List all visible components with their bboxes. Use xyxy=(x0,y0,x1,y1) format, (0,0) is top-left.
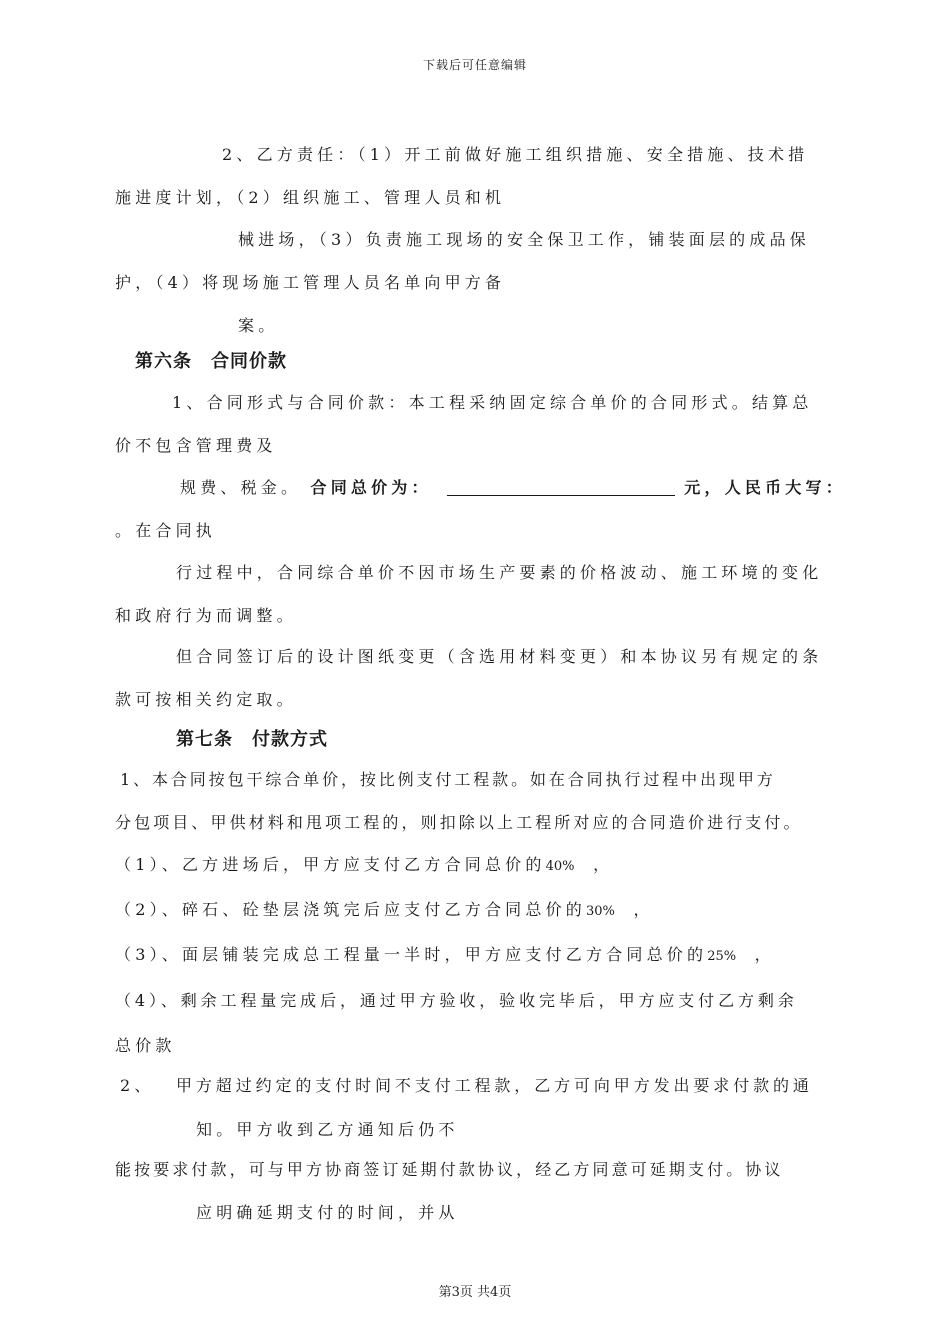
paragraph-line: 2、乙方责任：（1）开工前做好施工组织措施、安全措施、技术措 xyxy=(222,145,809,164)
paragraph-line: 械进场，（3）负责施工现场的安全保卫工作，铺装面层的成品保 xyxy=(238,230,810,249)
payment-percentage: 25% xyxy=(707,949,737,964)
paragraph-line: 但合同签订后的设计图纸变更（含选用材料变更）和本协议另有规定的条 xyxy=(176,647,823,666)
contract-total-line xyxy=(180,475,846,498)
payment-item-text: （3）、面层铺装完成总工程量一半时，甲方应支付乙方合同总价的 xyxy=(115,945,708,964)
section-heading-article-6: 第六条 合同价款 xyxy=(135,351,287,372)
paragraph-line: 1、本合同按包干综合单价，按比例支付工程款。如在合同执行过程中出现甲方 xyxy=(120,770,776,789)
payment-percentage: 30% xyxy=(585,904,615,919)
page-header: 下载后可任意编辑 xyxy=(422,58,527,72)
paragraph-line: 应明确延期支付的时间，并从 xyxy=(196,1203,459,1222)
payment-item-4: （4）、剩余工程量完成后，通过甲方验收，验收完毕后，甲方应支付乙方剩余 xyxy=(115,991,798,1010)
paragraph-line: 价不包含管理费及 xyxy=(115,436,277,455)
payment-item-3 xyxy=(115,942,775,965)
payment-item-1 xyxy=(115,852,613,875)
contract-total-label: 合同总价为： xyxy=(310,478,432,497)
paragraph-line: 款可按相关约定取。 xyxy=(115,690,297,709)
payment-item-comma: ， xyxy=(754,945,775,964)
payment-item-text: （2）、碎石、砼垫层浇筑完后应支付乙方合同总价的 xyxy=(115,900,586,919)
paragraph-line: 能按要求付款，可与甲方协商签订延期付款协议，经乙方同意可延期支付。协议 xyxy=(115,1160,784,1179)
paragraph-line: 施进度计划，（2）组织施工、管理人员和机 xyxy=(115,188,506,207)
contract-total-blank xyxy=(447,479,675,496)
rmb-uppercase-label: 元，人民币大写： xyxy=(684,478,846,497)
paragraph-line: 护，（4）将现场施工管理人员名单向甲方备 xyxy=(115,273,506,292)
paragraph-line: 行过程中，合同综合单价不因市场生产要素的价格波动、施工环境的变化 xyxy=(176,563,823,582)
payment-item-text: （1）、乙方进场后，甲方应支付乙方合同总价的 xyxy=(115,855,546,874)
paragraph-text: 规费、税金。 xyxy=(180,478,302,497)
section-heading-article-7: 第七条 付款方式 xyxy=(176,729,328,750)
paragraph-line: 。在合同执 xyxy=(115,521,217,540)
paragraph-line: 分包项目、甲供材料和甩项工程的，则扣除以上工程所对应的合同造价进行支付。 xyxy=(115,813,803,832)
paragraph-line: 1、合同形式与合同价款：本工程采纳固定综合单价的合同形式。结算总 xyxy=(172,393,813,412)
paragraph-line: 总价款 xyxy=(115,1036,176,1055)
paragraph-line: 2、 xyxy=(120,1076,155,1095)
page-footer: 第3页 共4页 xyxy=(438,1285,512,1300)
payment-percentage: 40% xyxy=(545,859,575,874)
payment-item-2 xyxy=(115,897,654,920)
payment-item-comma: ， xyxy=(633,900,654,919)
paragraph-line: 案。 xyxy=(238,316,279,335)
paragraph-line: 甲方超过约定的支付时间不支付工程款，乙方可向甲方发出要求付款的通 xyxy=(176,1076,813,1095)
paragraph-line: 和政府行为而调整。 xyxy=(115,606,297,625)
payment-item-comma: ， xyxy=(593,855,614,874)
paragraph-line: 知。甲方收到乙方通知后仍不 xyxy=(196,1120,459,1139)
